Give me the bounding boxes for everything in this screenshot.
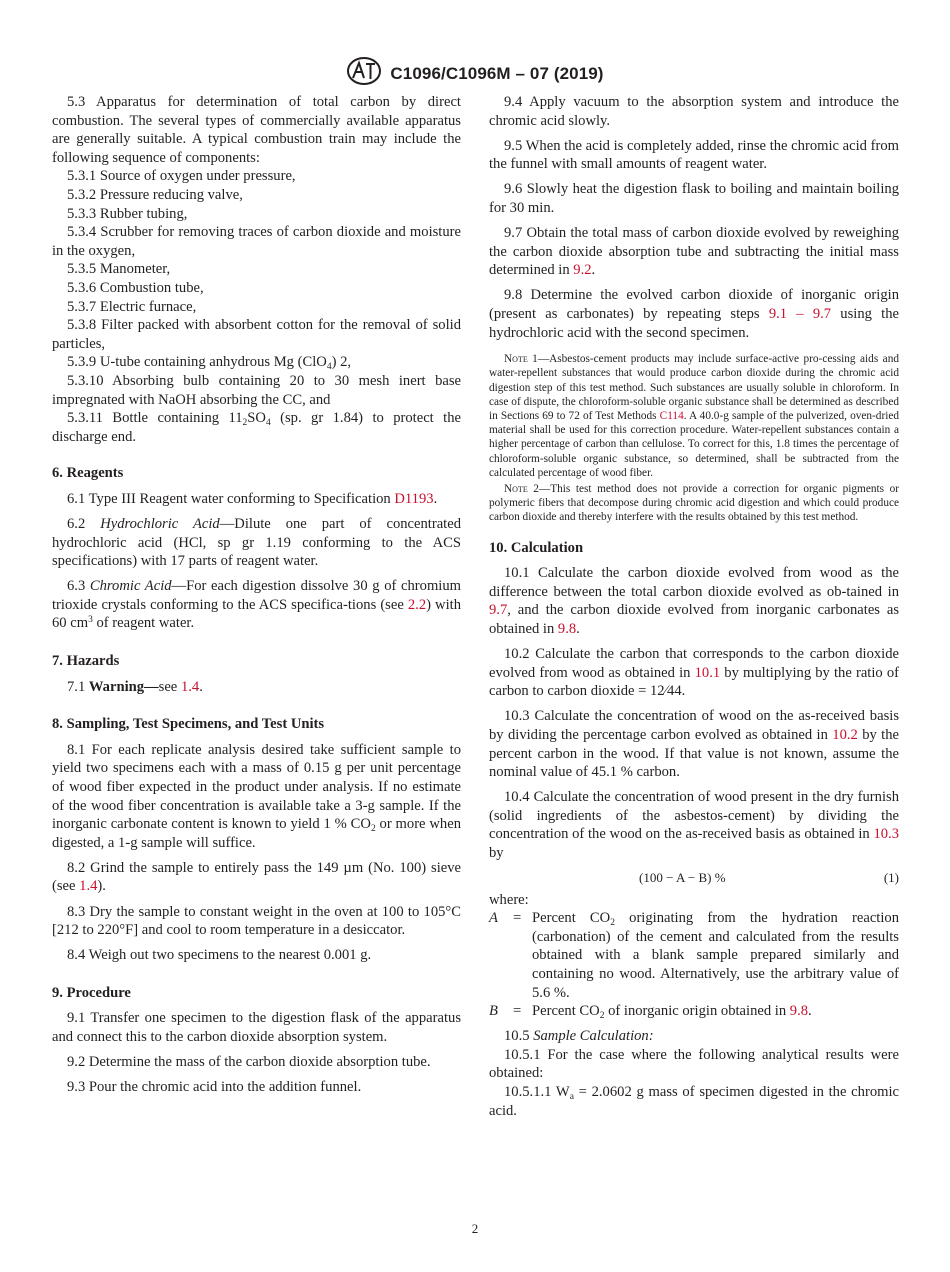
para-10-1: 10.1 Calculate the carbon dioxide evolved from wood as the difference between the total carbon dioxide evolved as ob-tained in 9.7, and the carbon dioxide evolved from inorganic carbonates as obtained in 9.8. — [489, 565, 899, 637]
para-5-3-9: 5.3.9 U-tube containing anhydrous Mg (ClO$_4$) 2, — [67, 354, 352, 373]
para-5-3-6: 5.3.6 Combustion tube, — [67, 279, 204, 296]
para-6-2: 6.2 Hydrochloric Acid—Dilute one part of concentrated hydrochloric acid (HCl, sp gr 1.19 conforming to the ACS specifications) with 17 parts of reagent water. — [52, 515, 462, 570]
note-2: Note 2—This test method does not provide a correction for organic pigments or polymeric fibers that decompose during chromic acid digestion and which could produce carbon dioxide and thereby interfere with the results obtained by this test method. — [489, 482, 899, 524]
ref-link[interactable]: C114 — [659, 409, 684, 422]
para-10-5: 10.5 Sample Calculation: — [504, 1028, 654, 1045]
para-10-3: 10.3 Calculate the concentration of wood on the as-received basis by dividing the percentage carbon evolved as obtained in 10.2 by the percent carbon in the wood. If that value is not known, assume the nominal value of 45.1 % carbon. — [489, 708, 899, 781]
astm-logo-icon — [346, 56, 382, 91]
definition-a: A = Percent $CO_2$ originating from the hydration reaction (carbonation) of the cement and calculated from the results obtained with a blank sample prepared similarly and containing no wood. Alternatively, use the arbitrary value of 5.6 %. — [489, 910, 900, 1001]
para-9-4: 9.4 Apply vacuum to the absorption system and introduce the chromic acid slowly. — [489, 94, 899, 129]
section-heading-sampling: 8. Sampling, Test Specimens, and Test Units — [52, 716, 325, 733]
para-10-2: 10.2 Calculate the carbon that corresponds to the carbon dioxide evolved from wood as obtained in 10.1 by multiplying by the ratio of carbon to carbon dioxide = 12⁄44. — [489, 646, 899, 700]
ref-link[interactable]: 10.2 — [832, 726, 858, 743]
note-1: Note 1—Asbestos-cement products may include surface-active pro-cessing aids and water-repellent substances that would produce carbon dioxide during the chromic acid digestion step of this test method. Such substances are usually soluble in chloroform. In case of dispute, the chloroform-soluble organic substance shall be determined as described in Sections 69 to 72 of Test Methods C114. A 40.0-g sample of the pulverized, oven-dried material shall be used for this correction procedure. Water-repellent substances contain a higher percentage of carbon than cellulose. To correct for this, 1.8 times the percentage of chloroform-soluble organic substance, so determined, shall be subtracted from the calculated percentage of wood fiber. — [489, 353, 900, 479]
equation-1 — [489, 867, 899, 889]
ref-link[interactable]: 9.2 — [573, 262, 592, 279]
ref-link[interactable]: 9.1 – 9.7 — [768, 305, 832, 322]
para-5-3-8: 5.3.8 Filter packed with absorbent cotton for the removal of solid particles, — [52, 317, 461, 352]
para-10-5-1: 10.5.1 For the case where the following analytical results were obtained: — [489, 1046, 899, 1082]
para-9-2: 9.2 Determine the mass of the carbon dioxide absorption tube. — [67, 1054, 431, 1071]
para-9-8: 9.8 Determine the evolved carbon dioxide of inorganic origin (present as carbonates) by repeating steps 9.1 – 9.7 using the hydrochloric acid with the second specimen. — [489, 287, 899, 341]
para-5-3-4: 5.3.4 Scrubber for removing traces of carbon dioxide and moisture in the oxygen, — [52, 224, 461, 259]
para-10-4: 10.4 Calculate the concentration of wood present in the dry furnish (solid ingredients of the asbestos-cement) by dividing the concentration of the wood on the as-received basis as obtained in 10.3 by — [489, 789, 899, 861]
para-6-3: 6.3 Chromic Acid—For each digestion dissolve 30 g of chromium trioxide crystals conforming to the ACS specifica-tions (see 2.2) with 60 $cm^3$ of reagent water. — [52, 578, 461, 632]
ref-link[interactable]: 9.8 — [789, 1003, 809, 1020]
para-9-6: 9.6 Slowly heat the digestion flask to boiling and maintain boiling for 30 min. — [489, 181, 899, 216]
para-8-3: 8.3 Dry the sample to constant weight in the oven at 100 to 105°C [212 to 220°F] and cool to room temperature in a desiccator. — [52, 903, 461, 939]
section-heading-calculation: 10. Calculation — [489, 539, 584, 556]
para-10-5-1-1: 10.5.1.1 $W_a = 2.0602$ g mass of specimen digested in the chromic acid. — [489, 1084, 900, 1119]
ref-link[interactable]: 10.1 — [694, 664, 721, 681]
ref-link[interactable]: 1.4 — [79, 878, 98, 895]
equation-number: (1) — [883, 869, 899, 885]
para-9-5: 9.5 When the acid is completely added, rinse the chromic acid from the funnel with small amounts of reagent water. — [489, 137, 899, 173]
para-5-3: 5.3 Apparatus for determination of total carbon by direct combustion. The several types of commercially available apparatus are generally suitable. A typical combustion train may include the following sequence of components: — [52, 94, 461, 166]
equation-body: (100 − A − B) % — [639, 869, 726, 885]
document-designation: C1096/C1096M – 07 (2019) — [390, 63, 604, 83]
para-5-3-10: 5.3.10 Absorbing bulb containing 20 to 30 mesh inert base impregnated with NaOH absorbing the CC, and — [52, 372, 461, 408]
page-header — [0, 56, 950, 91]
para-8-4: 8.4 Weigh out two specimens to the nearest 0.001 g. — [67, 947, 372, 964]
section-heading-reagents: 6. Reagents — [52, 465, 124, 482]
page-number: 2 — [471, 1221, 479, 1236]
para-5-3-7: 5.3.7 Electric furnace, — [67, 298, 197, 315]
para-5-3-11: 5.3.11 Bottle containing $11_2SO_4$ (sp. gr 1.84) to protect the discharge end. — [52, 410, 461, 445]
left-column — [52, 93, 461, 1097]
ref-link[interactable]: 2.2 — [407, 596, 427, 613]
ref-link[interactable]: 9.7 — [489, 602, 508, 619]
para-5-3-5: 5.3.5 Manometer, — [67, 261, 171, 278]
para-9-7: 9.7 Obtain the total mass of carbon dioxide evolved by reweighing the carbon dioxide absorption tube and subtracting the initial mass determined in 9.2. — [489, 225, 899, 279]
ref-link[interactable]: 9.8 — [557, 620, 577, 637]
para-9-1: 9.1 Transfer one specimen to the digestion flask of the apparatus and connect this to the carbon dioxide absorption system. — [52, 1010, 461, 1046]
para-9-3: 9.3 Pour the chromic acid into the addition funnel. — [67, 1079, 362, 1096]
section-heading-hazards: 7. Hazards — [52, 653, 120, 670]
ref-link[interactable]: 1.4 — [180, 678, 200, 695]
where-label: where: — [489, 891, 529, 908]
para-5-3-1: 5.3.1 Source of oxygen under pressure, — [67, 168, 296, 185]
definition-b: B = Percent $CO_2$ of inorganic origin obtained in 9.8. — [489, 1003, 812, 1022]
para-6-1: 6.1 Type III Reagent water conforming to Specification D1193. — [67, 490, 438, 507]
para-7-1: 7.1 Warning—see 1.4. — [67, 678, 203, 695]
ref-link[interactable]: D1193 — [394, 490, 434, 507]
para-8-1: 8.1 For each replicate analysis desired take sufficient sample to yield two specimens each with a mass of 0.15 g per unit percentage of wood fiber expected in the product under analysis. If no estimate of the wood fiber concentration is available take a 3-g sample. If the inorganic carbonate content is known to yield 1 % $CO_2$ or more when digested, a 1-g sample will suffice. — [52, 741, 462, 851]
right-column — [489, 93, 899, 1120]
ref-link[interactable]: 10.3 — [873, 826, 899, 843]
section-heading-procedure: 9. Procedure — [52, 984, 131, 1001]
para-5-3-2: 5.3.2 Pressure reducing valve, — [67, 186, 243, 203]
para-8-2: 8.2 Grind the sample to entirely pass the 149 µm (No. 100) sieve (see 1.4). — [52, 859, 461, 895]
para-5-3-3: 5.3.3 Rubber tubing, — [67, 205, 188, 222]
